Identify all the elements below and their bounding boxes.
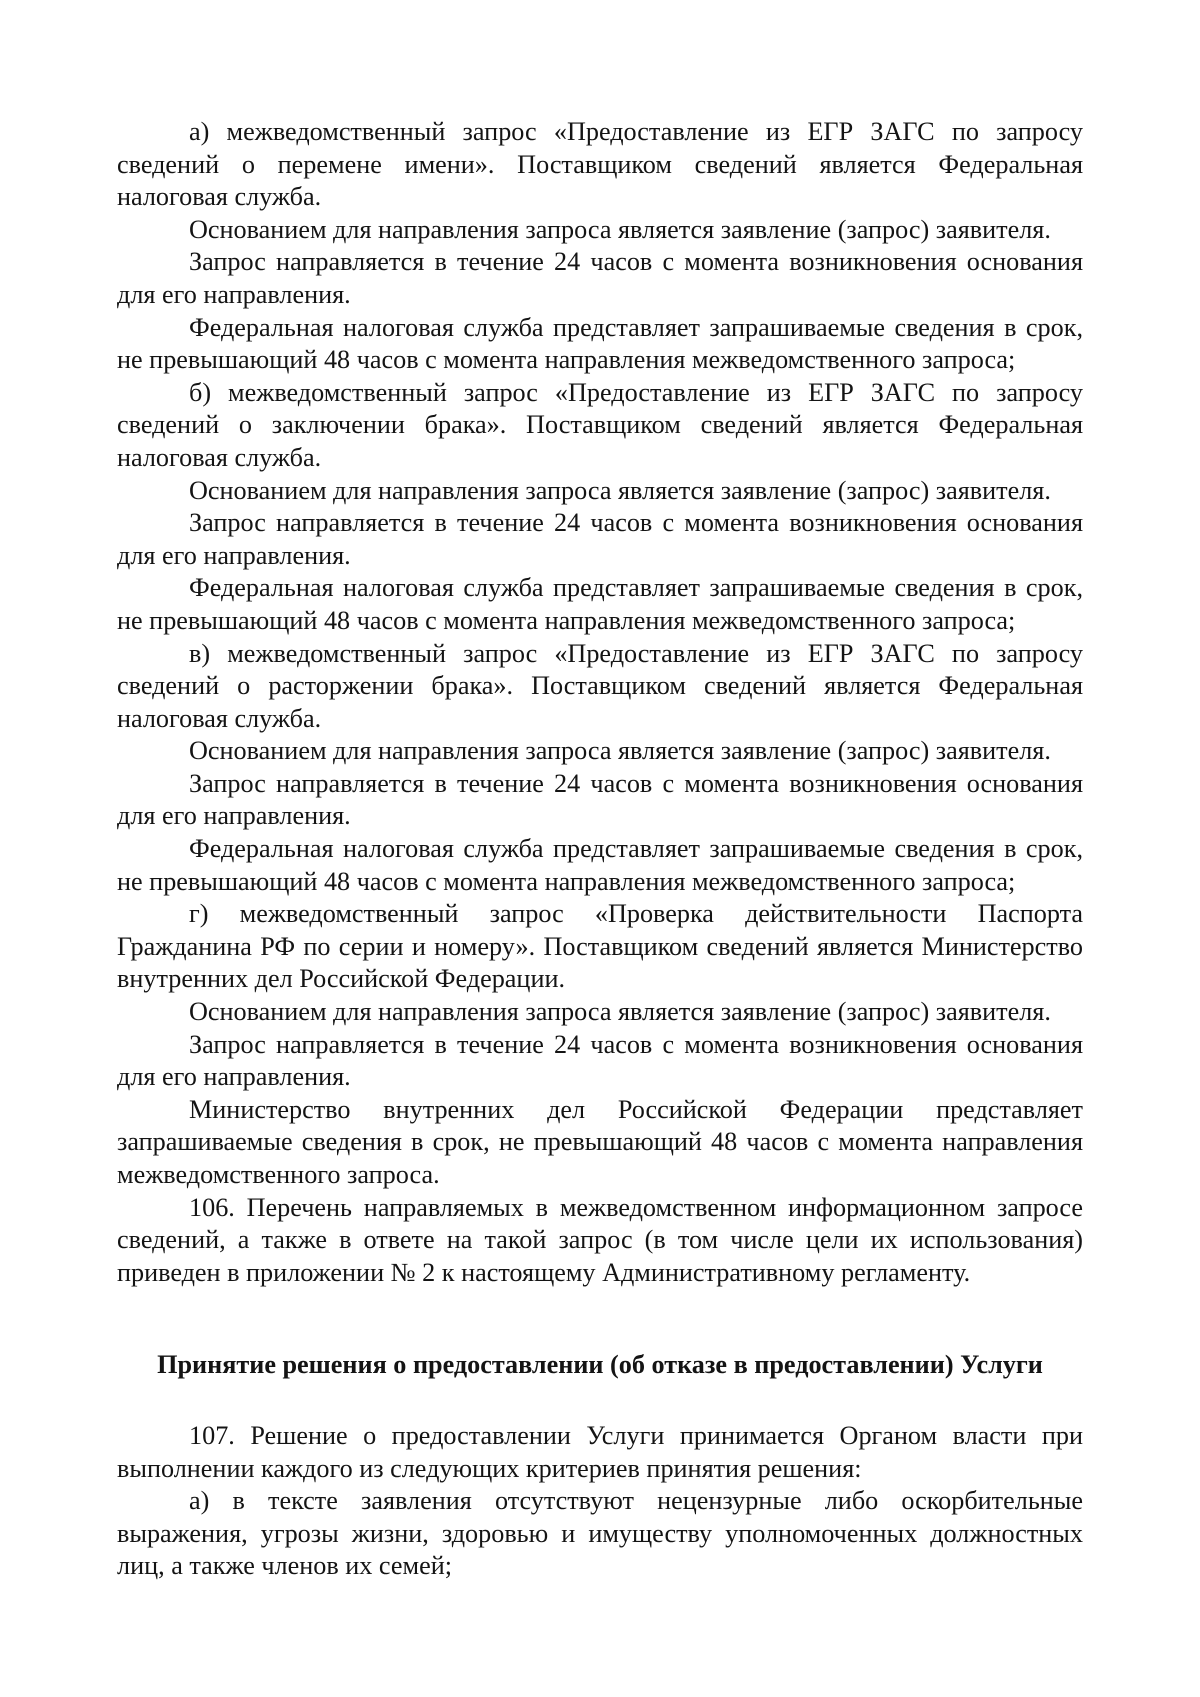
- paragraph-response-c: Федеральная налоговая служба представляет запрашиваемые сведения в срок, не превышающий 48 часов с момента направления межведомственного запроса;: [117, 834, 1083, 896]
- paragraph-response-d: Министерство внутренних дел Российской Федерации представляет запрашиваемые сведения в срок, не превышающий 48 часов с момента направления межведомственного запроса.: [117, 1094, 1083, 1189]
- paragraph-timing-d: Запрос направляется в течение 24 часов с момента возникновения основания для его направления.: [117, 1029, 1083, 1092]
- paragraph-response-b: Федеральная налоговая служба представляет запрашиваемые сведения в срок, не превышающий 48 часов с момента направления межведомственного запроса;: [117, 573, 1083, 635]
- section-heading: Принятие решения о предоставлении (об отказе в предоставлении) Услуги: [157, 1350, 1043, 1380]
- document-body: [117, 116, 1083, 1583]
- paragraph-request-a: а) межведомственный запрос «Предоставление из ЕГР ЗАГС по запросу сведений о перемене имени». Поставщиком сведений является Федеральная налоговая служба.: [117, 117, 1083, 212]
- paragraph-request-b: б) межведомственный запрос «Предоставление из ЕГР ЗАГС по запросу сведений о заключении брака». Поставщиком сведений является Федеральная налоговая служба.: [117, 377, 1083, 472]
- paragraph-response-a: Федеральная налоговая служба представляет запрашиваемые сведения в срок, не превышающий 48 часов с момента направления межведомственного запроса;: [117, 312, 1083, 375]
- paragraph-timing-a: Запрос направляется в течение 24 часов с момента возникновения основания для его направления.: [117, 247, 1083, 309]
- paragraph-basis-b: Основанием для направления запроса является заявление (запрос) заявителя.: [189, 475, 1051, 505]
- paragraph-request-d: г) межведомственный запрос «Проверка действительности Паспорта Гражданина РФ по серии и номеру». Поставщиком сведений является Министерство внутренних дел Российской Федерации.: [117, 899, 1083, 994]
- paragraph-timing-c: Запрос направляется в течение 24 часов с момента возникновения основания для его направления.: [117, 768, 1083, 831]
- paragraph-timing-b: Запрос направляется в течение 24 часов с момента возникновения основания для его направления.: [117, 508, 1083, 570]
- paragraph-107: 107. Решение о предоставлении Услуги принимается Органом власти при выполнении каждого из следующих критериев принятия решения:: [117, 1420, 1083, 1483]
- paragraph-basis-a: Основанием для направления запроса является заявление (запрос) заявителя.: [189, 214, 1051, 244]
- paragraph-criterion-a: а) в тексте заявления отсутствуют нецензурные либо оскорбительные выражения, угрозы жизни, здоровью и имуществу уполномоченных должностных лиц, а также членов их семей;: [117, 1486, 1083, 1581]
- paragraph-basis-c: Основанием для направления запроса является заявление (запрос) заявителя.: [189, 736, 1051, 766]
- paragraph-request-c: в) межведомственный запрос «Предоставление из ЕГР ЗАГС по запросу сведений о расторжении брака». Поставщиком сведений является Федеральная налоговая служба.: [117, 638, 1083, 733]
- paragraph-106: 106. Перечень направляемых в межведомственном информационном запросе сведений, а также в ответе на такой запрос (в том числе цели их использования) приведен в приложении № 2 к настоящему Административному регламенту.: [117, 1192, 1083, 1287]
- paragraph-basis-d: Основанием для направления запроса является заявление (запрос) заявителя.: [189, 997, 1051, 1027]
